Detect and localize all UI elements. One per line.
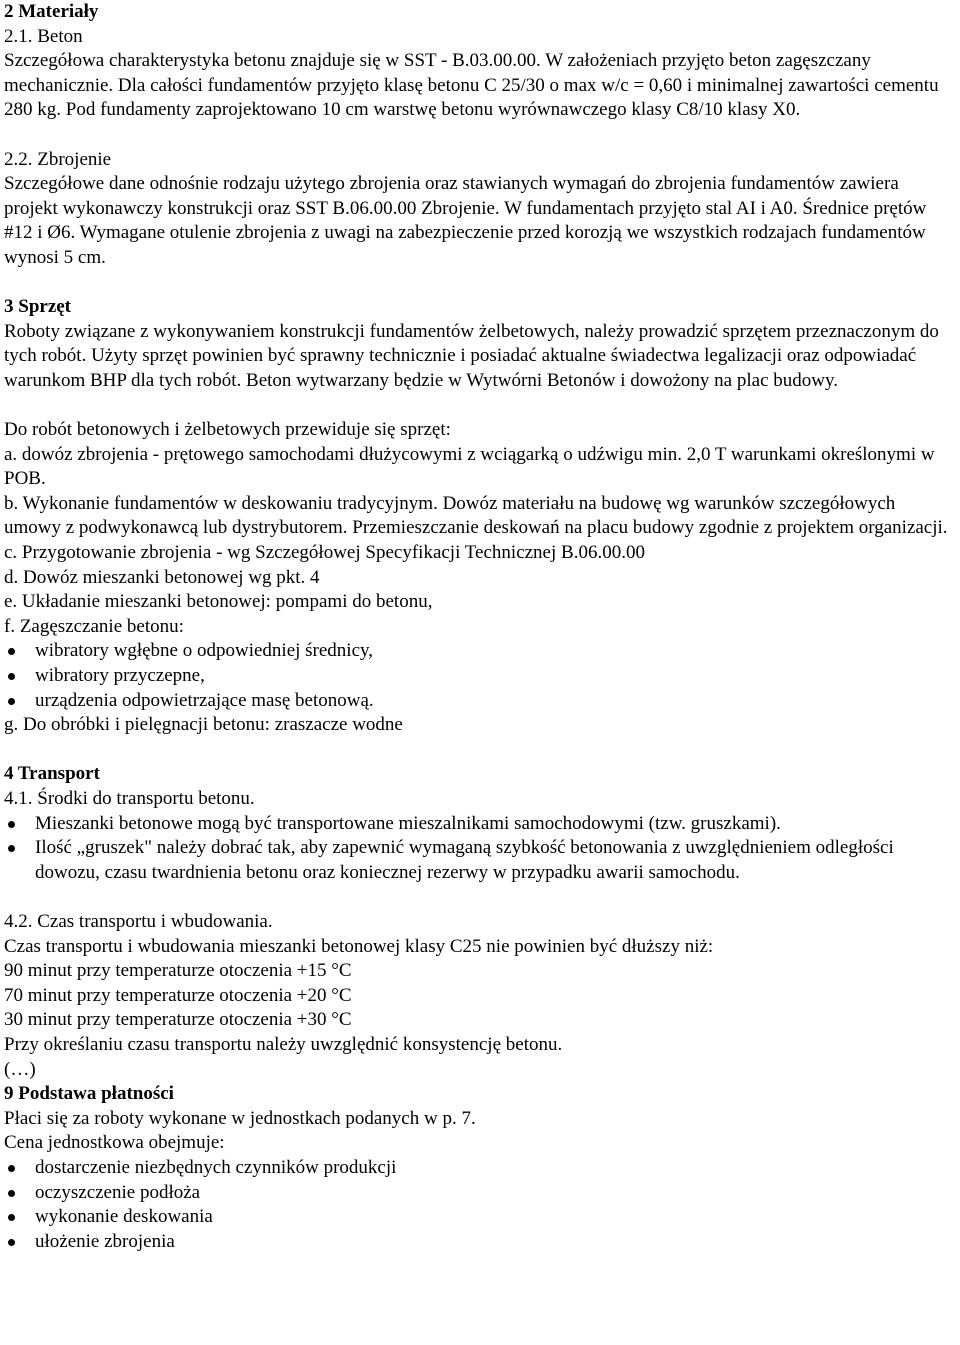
section-4-2-intro: Czas transportu i wbudowania mieszanki betonowej klasy C25 nie powinien być dłuższy niż:	[4, 935, 714, 957]
spacer	[4, 738, 956, 763]
section-2-2-title: 2.2. Zbrojenie	[4, 148, 112, 170]
section-2-2-text: Szczegółowe dane odnośnie rodzaju użytego zbrojenia oraz stawianych wymagań do zbrojenia fundamentów zawiera projekt wykonawczy konstrukcji oraz SST B.06.00.00 Zbrojenie. W fundamentach przyjęto stal AI i A0. Średnice prętów #12 i Ø6. Wymagane otulenie zbrojenia z uwagi na zabezpieczenie przed korozją we wszystkich rodzajach fundamentów wynosi 5 cm.	[4, 173, 927, 268]
transport-bullet-list	[4, 812, 956, 886]
equipment-item-a: a. dowóz zbrojenia - prętowego samochodami dłużycowymi z wciągarką o udźwigu min. 2,0 T warunkami określonymi w POB.	[4, 443, 935, 490]
equipment-item-c: c. Przygotowanie zbrojenia - wg Szczegółowej Specyfikacji Technicznej B.06.00.00	[4, 542, 645, 564]
equipment-item-f: f. Zagęszczanie betonu:	[4, 615, 184, 637]
section-3-heading: 3 Sprzęt	[4, 296, 72, 318]
section-4-1-title: 4.1. Środki do transportu betonu.	[4, 788, 255, 809]
section-3-list-intro: Do robót betonowych i żelbetowych przewiduje się sprzęt:	[4, 419, 451, 441]
spacer	[4, 271, 956, 296]
section-9-text-2: Cena jednostkowa obejmuje:	[4, 1132, 225, 1154]
equipment-item-g: g. Do obróbki i pielęgnacji betonu: zraszacze wodne	[4, 714, 403, 736]
list-item: urządzenia odpowietrzające masę betonową.	[4, 689, 956, 714]
list-item: wibratory wgłębne o odpowiedniej średnicy,	[4, 639, 956, 664]
section-2-1-title: 2.1. Beton	[4, 25, 83, 47]
section-2-1-text: Szczegółowa charakterystyka betonu znajduje się w SST - B.03.00.00. W założeniach przyjęto beton zagęszczany mechanicznie. Dla całości fundamentów przyjęto klasę betonu C 25/30 o max w/c = 0,60 i minimalnej zawartości cementu 280 kg. Pod fundamenty zaprojektowano 10 cm warstwę betonu wyrównawczego klasy C8/10 klasy X0.	[4, 50, 939, 121]
list-item: Mieszanki betonowe mogą być transportowane mieszalnikami samochodowymi (tzw. gruszkami).	[4, 812, 956, 837]
list-item: ułożenie zbrojenia	[4, 1230, 956, 1255]
equipment-item-b: b. Wykonanie fundamentów w deskowaniu tradycyjnym. Dowóz materiału na budowę wg warunków szczegółowych umowy z podwykonawcą lub dystrybutorem. Przemieszczanie deskowań na placu budowy zgodnie z projektem organizacji.	[4, 492, 948, 539]
spacer	[4, 394, 956, 419]
list-item: wibratory przyczepne,	[4, 664, 956, 689]
section-4-2-title: 4.2. Czas transportu i wbudowania.	[4, 910, 273, 932]
time-line: 30 minut przy temperaturze otoczenia +30 °C	[4, 1009, 352, 1031]
section-9-heading: 9 Podstawa płatności	[4, 1083, 174, 1105]
list-item: Ilość „gruszek" należy dobrać tak, aby zapewnić wymaganą szybkość betonowania z uwzględnieniem odległości dowozu, czasu twardnienia betonu oraz koniecznej rezerwy w przypadku awarii samochodu.	[4, 836, 956, 885]
section-3-intro: Roboty związane z wykonywaniem konstrukcji fundamentów żelbetowych, należy prowadzić sprzętem przeznaczonym do tych robót. Użyty sprzęt powinien być sprawny technicznie i posiadać aktualne świadectwa legalizacji oraz odpowiadać warunkom BHP dla tych robót. Beton wytwarzany będzie w Wytwórni Betonów i dowożony na plac budowy.	[4, 320, 939, 391]
section-2-heading: 2 Materiały	[4, 1, 99, 22]
section-4-heading: 4 Transport	[4, 763, 100, 785]
equipment-item-e: e. Układanie mieszanki betonowej: pompami do betonu,	[4, 591, 433, 613]
spacer	[4, 123, 956, 148]
time-line: 70 minut przy temperaturze otoczenia +20 °C	[4, 984, 352, 1006]
ellipsis: (…)	[4, 1058, 36, 1080]
consistency-note: Przy określaniu czasu transportu należy uwzględnić konsystencję betonu.	[4, 1033, 563, 1055]
list-item: wykonanie deskowania	[4, 1205, 956, 1230]
price-bullet-list	[4, 1156, 956, 1254]
time-line: 90 minut przy temperaturze otoczenia +15 °C	[4, 960, 352, 982]
compaction-bullet-list	[4, 639, 956, 713]
list-item: oczyszczenie podłoża	[4, 1181, 956, 1206]
equipment-item-d: d. Dowóz mieszanki betonowej wg pkt. 4	[4, 566, 320, 588]
list-item: dostarczenie niezbędnych czynników produkcji	[4, 1156, 956, 1181]
section-9-text-1: Płaci się za roboty wykonane w jednostkach podanych w p. 7.	[4, 1107, 476, 1129]
spacer	[4, 885, 956, 910]
